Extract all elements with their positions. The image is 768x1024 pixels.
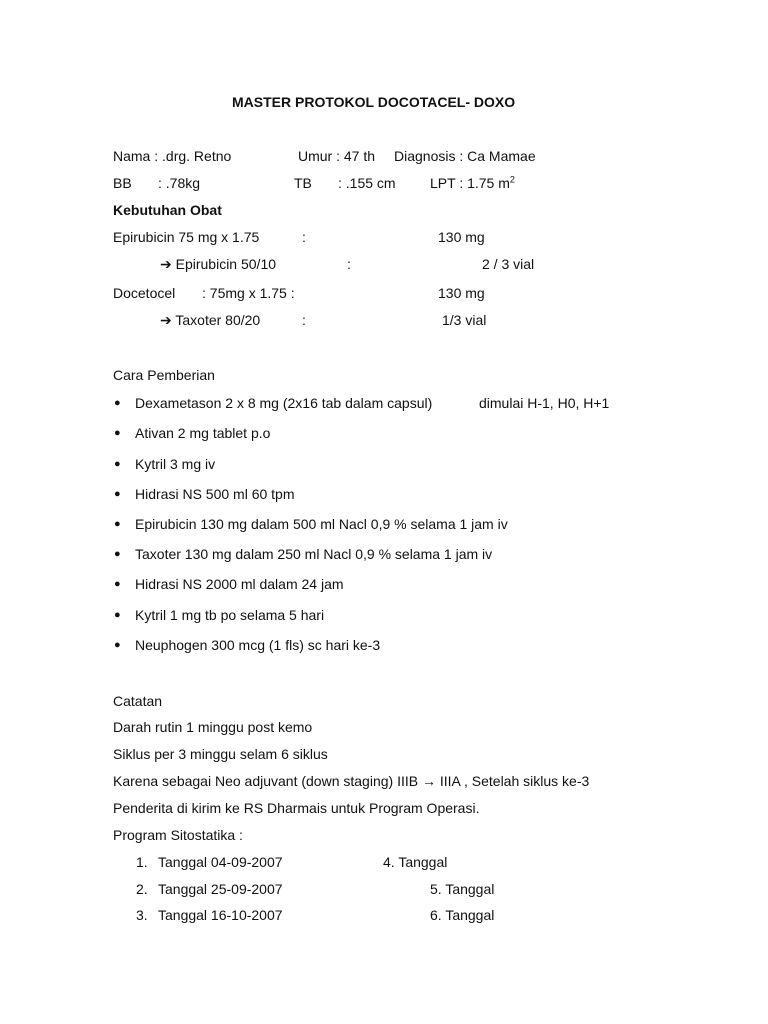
bullet-icon: ●	[114, 488, 121, 500]
catatan-line: Program Sitostatika :	[113, 827, 243, 843]
lpt-text: LPT : 1.75 m	[430, 175, 510, 191]
bullet-icon: ●	[114, 548, 121, 560]
program-item: Tanggal 04-09-2007	[158, 854, 283, 870]
patient-diagnosis: Diagnosis : Ca Mamae	[394, 148, 536, 164]
kebutuhan-heading: Kebutuhan Obat	[113, 202, 222, 218]
bullet-icon: ●	[114, 578, 121, 590]
kebutuhan-row-value: 1/3 vial	[442, 312, 487, 328]
lpt-superscript: 2	[509, 174, 515, 185]
cara-item-extra: dimulai H-1, H0, H+1	[479, 395, 610, 411]
kebutuhan-row-colon: :	[347, 256, 351, 272]
cara-item: Kytril 1 mg tb po selama 5 hari	[135, 607, 325, 623]
kebutuhan-row-value: 130 mg	[438, 229, 485, 245]
program-item-right: 5. Tanggal	[430, 881, 495, 897]
cara-item: Taxoter 130 mg dalam 250 ml Nacl 0,9 % selama 1 jam iv	[135, 546, 493, 562]
bb-value: : .78kg	[158, 175, 201, 191]
kebutuhan-row-value: 130 mg	[438, 285, 485, 301]
tb-value: : .155 cm	[338, 175, 396, 191]
page-title: MASTER PROTOKOL DOCOTACEL- DOXO	[232, 94, 516, 110]
program-item: Tanggal 25-09-2007	[158, 881, 283, 897]
cara-item: Hidrasi NS 500 ml 60 tpm	[135, 486, 295, 502]
bullet-icon: ●	[114, 458, 121, 470]
cara-item: Neuphogen 300 mcg (1 fls) sc hari ke-3	[135, 637, 381, 653]
program-item-number: 1.	[136, 854, 148, 870]
kebutuhan-row-label: Epirubicin 75 mg x 1.75	[113, 229, 260, 245]
bullet-icon: ●	[114, 609, 121, 621]
kebutuhan-row-label: Docetocel	[113, 285, 176, 301]
cara-item: Ativan 2 mg tablet p.o	[135, 425, 271, 441]
cara-item: Hidrasi NS 2000 ml dalam 24 jam	[135, 576, 344, 592]
cara-item: Epirubicin 130 mg dalam 500 ml Nacl 0,9 % selama 1 jam iv	[135, 516, 508, 532]
catatan-line: Penderita di kirim ke RS Dharmais untuk Program Operasi.	[113, 800, 480, 816]
tb-label: TB	[294, 175, 312, 191]
cara-heading: Cara Pemberian	[113, 367, 215, 383]
program-item-number: 3.	[136, 907, 148, 923]
program-item-right: 4. Tanggal	[383, 854, 448, 870]
program-item-right: 6. Tanggal	[430, 907, 495, 923]
catatan-heading: Catatan	[113, 693, 163, 709]
kebutuhan-row-colon: :	[302, 312, 306, 328]
catatan-line: Darah rutin 1 minggu post kemo	[113, 719, 313, 735]
bb-label: BB	[113, 175, 132, 191]
kebutuhan-row-label: ➔ Epirubicin 50/10	[160, 256, 277, 272]
kebutuhan-row-label: ➔ Taxoter 80/20	[160, 312, 261, 328]
kebutuhan-row-colon: : 75mg x 1.75 :	[202, 285, 295, 301]
kebutuhan-row-value: 2 / 3 vial	[482, 256, 535, 272]
catatan-line: Karena sebagai Neo adjuvant (down staging) IIIB → IIIA , Setelah siklus ke-3	[113, 773, 590, 789]
program-item-number: 2.	[136, 881, 148, 897]
bullet-icon: ●	[114, 639, 121, 651]
kebutuhan-row-colon: :	[302, 229, 306, 245]
bullet-icon: ●	[114, 518, 121, 530]
patient-name: Nama : .drg. Retno	[113, 148, 232, 164]
cara-item: Dexametason 2 x 8 mg (2x16 tab dalam capsul)	[135, 395, 433, 411]
catatan-line: Siklus per 3 minggu selam 6 siklus	[113, 746, 328, 762]
bullet-icon: ●	[114, 427, 121, 439]
patient-age: Umur : 47 th	[298, 148, 376, 164]
bullet-icon: ●	[114, 397, 121, 409]
cara-item: Kytril 3 mg iv	[135, 456, 216, 472]
program-item: Tanggal 16-10-2007	[158, 907, 283, 923]
lpt-value	[430, 174, 515, 192]
